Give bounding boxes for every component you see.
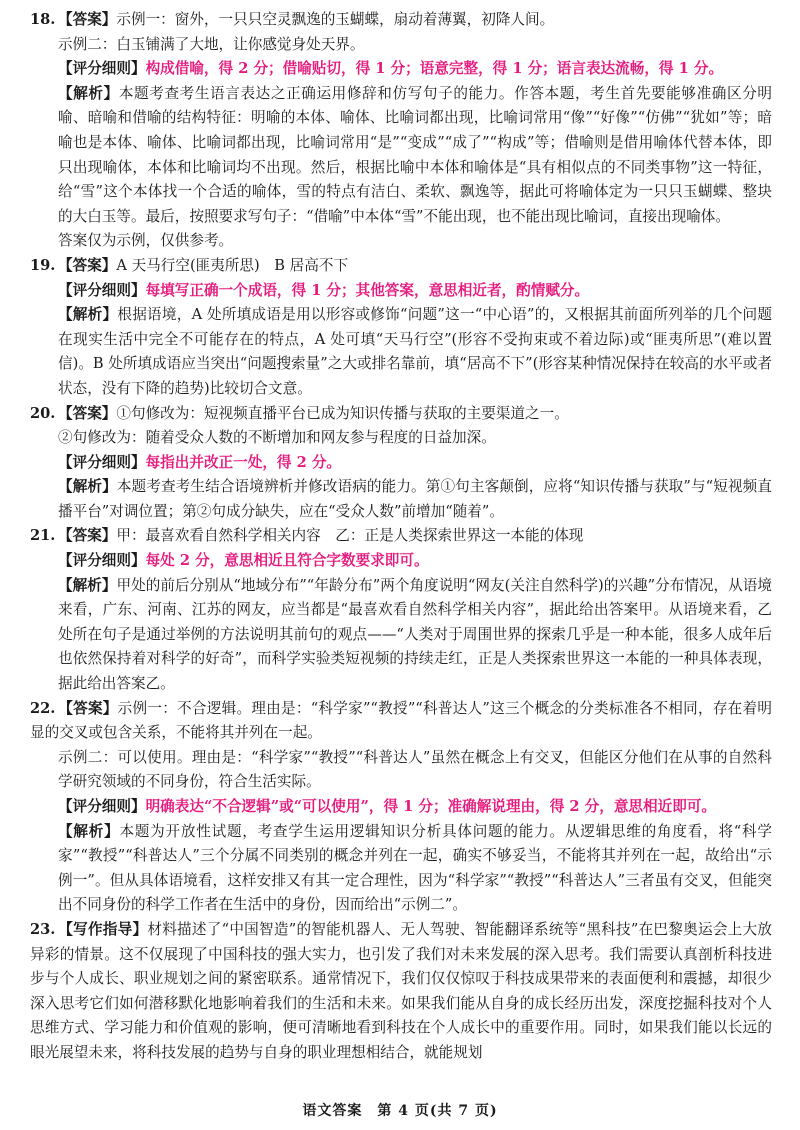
- q20-analysis-tag: 【解析】: [58, 478, 117, 496]
- q21-answer-line: [30, 524, 772, 549]
- q21-answer: 甲：最喜欢看自然科学相关内容 乙：正是人类探索世界这一本能的体现: [116, 527, 584, 545]
- q22-analysis-line: [30, 820, 772, 918]
- q19-score-tag: 【评分细则】: [58, 281, 146, 299]
- q18-note: 答案仅为示例，仅供参考。: [58, 232, 234, 250]
- q18-analysis-tag: 【解析】: [58, 84, 119, 102]
- q19-analysis: 根据语境，A 处所填成语是用以形容或修饰“问题”这一“中心语”的，又根据其前面所列举的几个问题在现实生活中完全不可能存在的特点，A 处可填“天马行空”(形容不受拘束或不着边际)或“匪夷所思”(难以置信)。B 处所填成语应当突出“问题搜索量”之大或排名靠前，填“居高不下”(形容某种情况保持在较高的水平或者状态，没有下降的趋势)比较切合文意。: [58, 306, 772, 397]
- question-18: [30, 8, 772, 254]
- q22-number: 22.: [30, 699, 56, 717]
- question-23: [30, 918, 772, 1066]
- q19-analysis-tag: 【解析】: [58, 306, 118, 324]
- q18-analysis: 本题考查考生语言表达之正确运用修辞和仿写句子的能力。作答本题，考生首先要能够准确区分明喻、暗喻和借喻的结构特征：明喻的本体、喻体、比喻词都出现，比喻词常用“像”“好像”“仿佛”“犹如”等；暗喻也是本体、喻体、比喻词都出现，比喻词常用“是”“变成”“成了”“构成”等；借喻则是借用喻体代替本体，即只出现喻体，本体和比喻词均不出现。然后，根据比喻中本体和喻体是“具有相似点的不同类事物”这一特征，给“雪”这个本体找一个合适的喻体，雪的特点有洁白、柔软、飘逸等，据此可将喻体定为一只只玉蝴蝶、整块的大白玉等。最后，按照要求写句子：“借喻”中本体“雪”不能出现，也不能出现比喻词，直接出现喻体。: [58, 84, 772, 225]
- q22-score-line: [30, 795, 772, 820]
- q21-score-line: [30, 549, 772, 574]
- q20-answer-1: ①句修改为：短视频直播平台已成为知识传播与获取的主要渠道之一。: [116, 404, 569, 422]
- q19-answer-tag: 【答案】: [58, 256, 117, 274]
- q22-answer-line: [30, 697, 772, 746]
- q21-score: 每处 2 分，意思相近且符合字数要求即可。: [145, 552, 429, 570]
- q20-analysis: 本题考查考生结合语境辨析并修改语病的能力。第①句主客颠倒，应将“知识传播与获取”与“短视频直播平台”对调位置；第②句成分缺失，应在“受众人数”前增加“随着”。: [58, 478, 772, 520]
- q20-answer-2: ②句修改为：随着受众人数的不断增加和网友参与程度的日益加深。: [58, 429, 496, 447]
- q19-score: 每填写正确一个成语，得 1 分；其他答案，意思相近者，酌情赋分。: [145, 281, 590, 299]
- q22-answer-1: 示例一：不合逻辑。理由是：“科学家”“教授”“科普达人”这三个概念的分类标准各不相同，存在着明显的交叉或包含关系，不能将其并列在一起。: [30, 699, 772, 742]
- q19-analysis-line: [30, 303, 772, 401]
- q18-score-tag: 【评分细则】: [58, 60, 146, 78]
- q22-score: 明确表达“不合逻辑”或“可以使用”，得 1 分；准确解说理由，得 2 分，意思相近即可。: [145, 798, 716, 815]
- q18-analysis-line: [30, 82, 772, 230]
- question-22: [30, 697, 772, 918]
- q18-answer-2: 示例二：白玉铺满了大地，让你感觉身处天界。: [58, 35, 365, 53]
- q20-analysis-line: [30, 475, 772, 524]
- q19-answer-line: [30, 254, 772, 279]
- q19-number: 19.: [30, 256, 56, 274]
- page-footer: 语文答案 第 4 页(共 7 页): [302, 1103, 498, 1119]
- q19-answer: A 天马行空(匪夷所思) B 居高不下: [116, 256, 349, 274]
- q18-answer-tag: 【答案】: [58, 11, 117, 28]
- q19-score-line: [30, 279, 772, 304]
- q22-score-tag: 【评分细则】: [58, 798, 146, 815]
- q20-answer-line: [30, 402, 772, 427]
- q18-answer-line: [30, 8, 772, 33]
- q21-analysis-line: [30, 574, 772, 697]
- q23-guide-line: [30, 918, 772, 1066]
- q20-answer-tag: 【答案】: [58, 404, 117, 422]
- q22-answer-2: 示例二：可以使用。理由是：“科学家”“教授”“科普达人”虽然在概念上有交叉，但能区分他们在从事的自然科学研究领域的不同身份，符合生活实际。: [58, 748, 772, 791]
- q22-answer-tag: 【答案】: [58, 699, 118, 717]
- q21-answer-tag: 【答案】: [58, 527, 117, 545]
- q20-score: 每指出并改正一处，得 2 分。: [145, 453, 342, 471]
- question-19: [30, 254, 772, 402]
- question-21: [30, 524, 772, 696]
- question-20: [30, 402, 772, 525]
- q21-number: 21.: [30, 527, 56, 545]
- q23-number: 23.: [30, 920, 56, 938]
- q21-score-tag: 【评分细则】: [58, 552, 146, 570]
- q21-analysis-tag: 【解析】: [58, 576, 117, 594]
- q18-answer-1: 示例一：窗外，一只只空灵飘逸的玉蝴蝶，扇动着薄翼，初降人间。: [116, 11, 555, 28]
- q22-analysis-tag: 【解析】: [58, 822, 120, 840]
- q23-guide: 材料描述了“中国智造”的智能机器人、无人驾驶、智能翻译系统等“黑科技”在巴黎奥运会上大放异彩的情景。这不仅展现了中国科技的强大实力，也引发了我们对未来发展的深入思考。我们需要认真剖析科技进步与个人成长、职业规划之间的紧密联系。通常情况下，我们仅仅惊叹于科技成果带来的表面便利和震撼，却很少深入思考它们如何潜移默化地影响着我们的生活和未来。如果我们能从自身的成长经历出发，深度挖掘科技对个人思维方式、学习能力和价值观的影响，便可清晰地看到科技在个人成长中的重要作用。同时，如果我们能以长远的眼光展望未来，将科技发展的趋势与自身的职业理想相结合，就能规划: [30, 920, 772, 1061]
- q18-number: 18.: [30, 11, 56, 28]
- q21-analysis: 甲处的前后分别从“地域分布”“年龄分布”两个角度说明“网友(关注自然科学)的兴趣”分布情况，从语境来看，广东、河南、江苏的网友，应当都是“最喜欢看自然科学相关内容”，据此给出答案甲。从语境来看，乙处所在句子是通过举例的方法说明其前句的观点——“人类对于周围世界的探索几乎是一种本能，很多人成年后也依然保持着对科学的好奇”，而科学实验类短视频的持续走红，正是人类探索世界这一本能的一种具体表现，据此给出答案乙。: [58, 576, 772, 693]
- q18-score: 构成借喻，得 2 分；借喻贴切，得 1 分；语意完整，得 1 分；语言表达流畅，得 1 分。: [145, 60, 724, 78]
- q22-analysis: 本题为开放性试题，考查学生运用逻辑知识分析具体问题的能力。从逻辑思维的角度看，将“科学家”“教授”“科普达人”三个分属不同类别的概念并列在一起，确实不够妥当，不能将其并列在一起，故给出“示例一”。但从具体语境看，这样安排又有其一定合理性，因为“科学家”“教授”“科普达人”三者虽有交叉，但能突出不同身份的科学工作者在生活中的身份，因而给出“示例二”。: [58, 822, 772, 914]
- q20-number: 20.: [30, 404, 56, 422]
- q20-score-tag: 【评分细则】: [58, 453, 146, 471]
- q23-guide-tag: 【写作指导】: [58, 920, 148, 938]
- q20-score-line: [30, 451, 772, 476]
- q18-score-line: [30, 57, 772, 82]
